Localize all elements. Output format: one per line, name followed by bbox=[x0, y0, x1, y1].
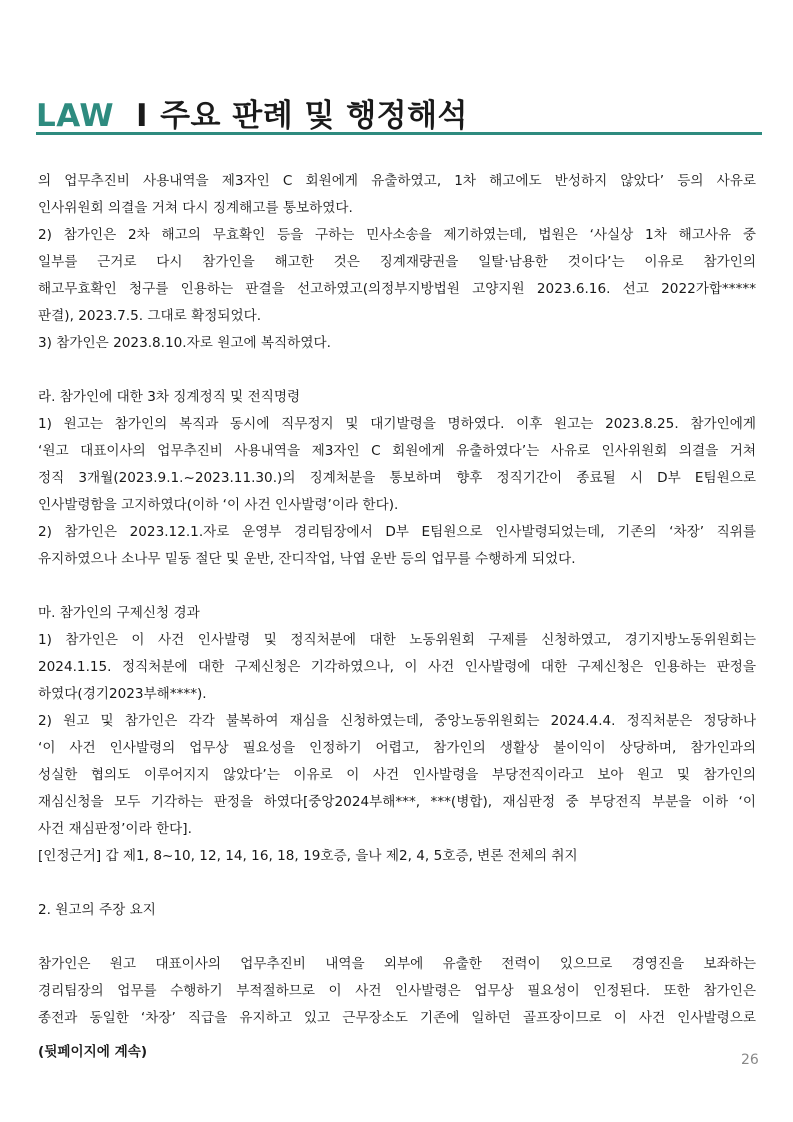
text-line: [인정근거] 갑 제1, 8~10, 12, 14, 16, 18, 19호증, 을나 제2, 4, 5호증, 변론 전체의 취지 bbox=[38, 848, 578, 864]
text-line: 유지하였으나 소나무 밑동 절단 및 운반, 잔디작업, 낙엽 운반 등의 업무를 수행하게 되었다. bbox=[38, 551, 576, 567]
continued-note: (뒷페이지에 계속) bbox=[38, 1044, 148, 1060]
header-separator: I bbox=[136, 98, 149, 134]
text-line: 성실한 협의도 이루어지지 않았다’는 이유로 이 사건 인사발령을 부당전직이라고 보아 원고 및 참가인의 bbox=[38, 767, 756, 783]
text-line: 의 업무추진비 사용내역을 제3자인 C 회원에게 유출하였고, 1차 해고에도 반성하지 않았다’ 등의 사유로 bbox=[38, 173, 756, 189]
text-line: 경리팀장의 업무를 수행하기 부적절하므로 이 사건 인사발령은 업무상 필요성이 인정된다. 또한 참가인은 bbox=[38, 983, 756, 999]
header-main-title: 주요 판례 및 행정해석 bbox=[160, 98, 468, 134]
text-line: 재심신청을 모두 기각하는 판정을 하였다[중앙2024부해***, ***(병합), 재심판정 중 부당전직 부분을 이하 ‘이 bbox=[38, 794, 756, 810]
text-line: 라. 참가인에 대한 3차 징계정직 및 전직명령 bbox=[38, 389, 301, 405]
blank-line bbox=[38, 924, 756, 951]
text-line: 2) 참가인은 2차 해고의 무효확인 등을 구하는 민사소송을 제기하였는데, 법원은 ‘사실상 1차 해고사유 중 bbox=[38, 227, 756, 243]
blank-line bbox=[38, 573, 756, 600]
text-line: 해고무효확인 청구를 인용하는 판결을 선고하였고(의정부지방법원 고양지원 2023.6.16. 선고 2022가합***** bbox=[38, 281, 756, 297]
blank-line bbox=[38, 870, 756, 897]
text-line: 판결), 2023.7.5. 그대로 확정되었다. bbox=[38, 308, 262, 324]
header-title bbox=[36, 90, 468, 135]
page-header bbox=[36, 86, 762, 135]
text-line: 일부를 근거로 다시 참가인을 해고한 것은 징계재량권을 일탈·남용한 것이다’는 이유로 참가인의 bbox=[38, 254, 756, 270]
header-law-label: LAW bbox=[36, 98, 115, 134]
text-line: 3) 참가인은 2023.8.10.자로 원고에 복직하였다. bbox=[38, 335, 331, 351]
text-line: 인사위원회 의결을 거쳐 다시 징계해고를 통보하였다. bbox=[38, 200, 353, 216]
text-line: 종전과 동일한 ‘차장’ 직급을 유지하고 있고 근무장소도 기존에 일하던 골프장이므로 이 사건 인사발령으로 bbox=[38, 1010, 756, 1026]
text-line: 2. 원고의 주장 요지 bbox=[38, 902, 156, 918]
text-line: 2) 참가인은 2023.12.1.자로 운영부 경리팀장에서 D부 E팀원으로 인사발령되었는데, 기존의 ‘차장’ 직위를 bbox=[38, 524, 756, 540]
text-line: 정직 3개월(2023.9.1.~2023.11.30.)의 징계처분을 통보하며 향후 정직기간이 종료될 시 D부 E팀원으로 bbox=[38, 470, 756, 486]
text-line: 2024.1.15. 정직처분에 대한 구제신청은 기각하였으나, 이 사건 인사발령에 대한 구제신청은 인용하는 판정을 bbox=[38, 659, 756, 675]
body-text bbox=[38, 168, 756, 1032]
text-line: 2) 원고 및 참가인은 각각 불복하여 재심을 신청하였는데, 중앙노동위원회는 2024.4.4. 정직처분은 정당하나 bbox=[38, 713, 756, 729]
text-line: 1) 원고는 참가인의 복직과 동시에 직무정지 및 대기발령을 명하였다. 이후 원고는 2023.8.25. 참가인에게 bbox=[38, 416, 756, 432]
text-line: 마. 참가인의 구제신청 경과 bbox=[38, 605, 200, 621]
blank-line bbox=[38, 357, 756, 384]
text-line: 하였다(경기2023부해****). bbox=[38, 686, 207, 702]
text-line: 1) 참가인은 이 사건 인사발령 및 정직처분에 대한 노동위원회 구제를 신청하였고, 경기지방노동위원회는 bbox=[38, 632, 756, 648]
text-line: 사건 재심판정’이라 한다]. bbox=[38, 821, 192, 837]
text-line: ‘원고 대표이사의 업무추진비 사용내역을 제3자인 C 회원에게 유출하였다’는 사유로 인사위원회 의결을 거쳐 bbox=[38, 443, 756, 459]
page-number: 26 bbox=[741, 1052, 759, 1068]
text-line: ‘이 사건 인사발령의 업무상 필요성을 인정하기 어렵고, 참가인의 생활상 불이익이 상당하며, 참가인과의 bbox=[38, 740, 756, 756]
text-line: 참가인은 원고 대표이사의 업무추진비 내역을 외부에 유출한 전력이 있으므로 경영진을 보좌하는 bbox=[38, 956, 756, 972]
text-line: 인사발령함을 고지하였다(이하 ‘이 사건 인사발령’이라 한다). bbox=[38, 497, 399, 513]
